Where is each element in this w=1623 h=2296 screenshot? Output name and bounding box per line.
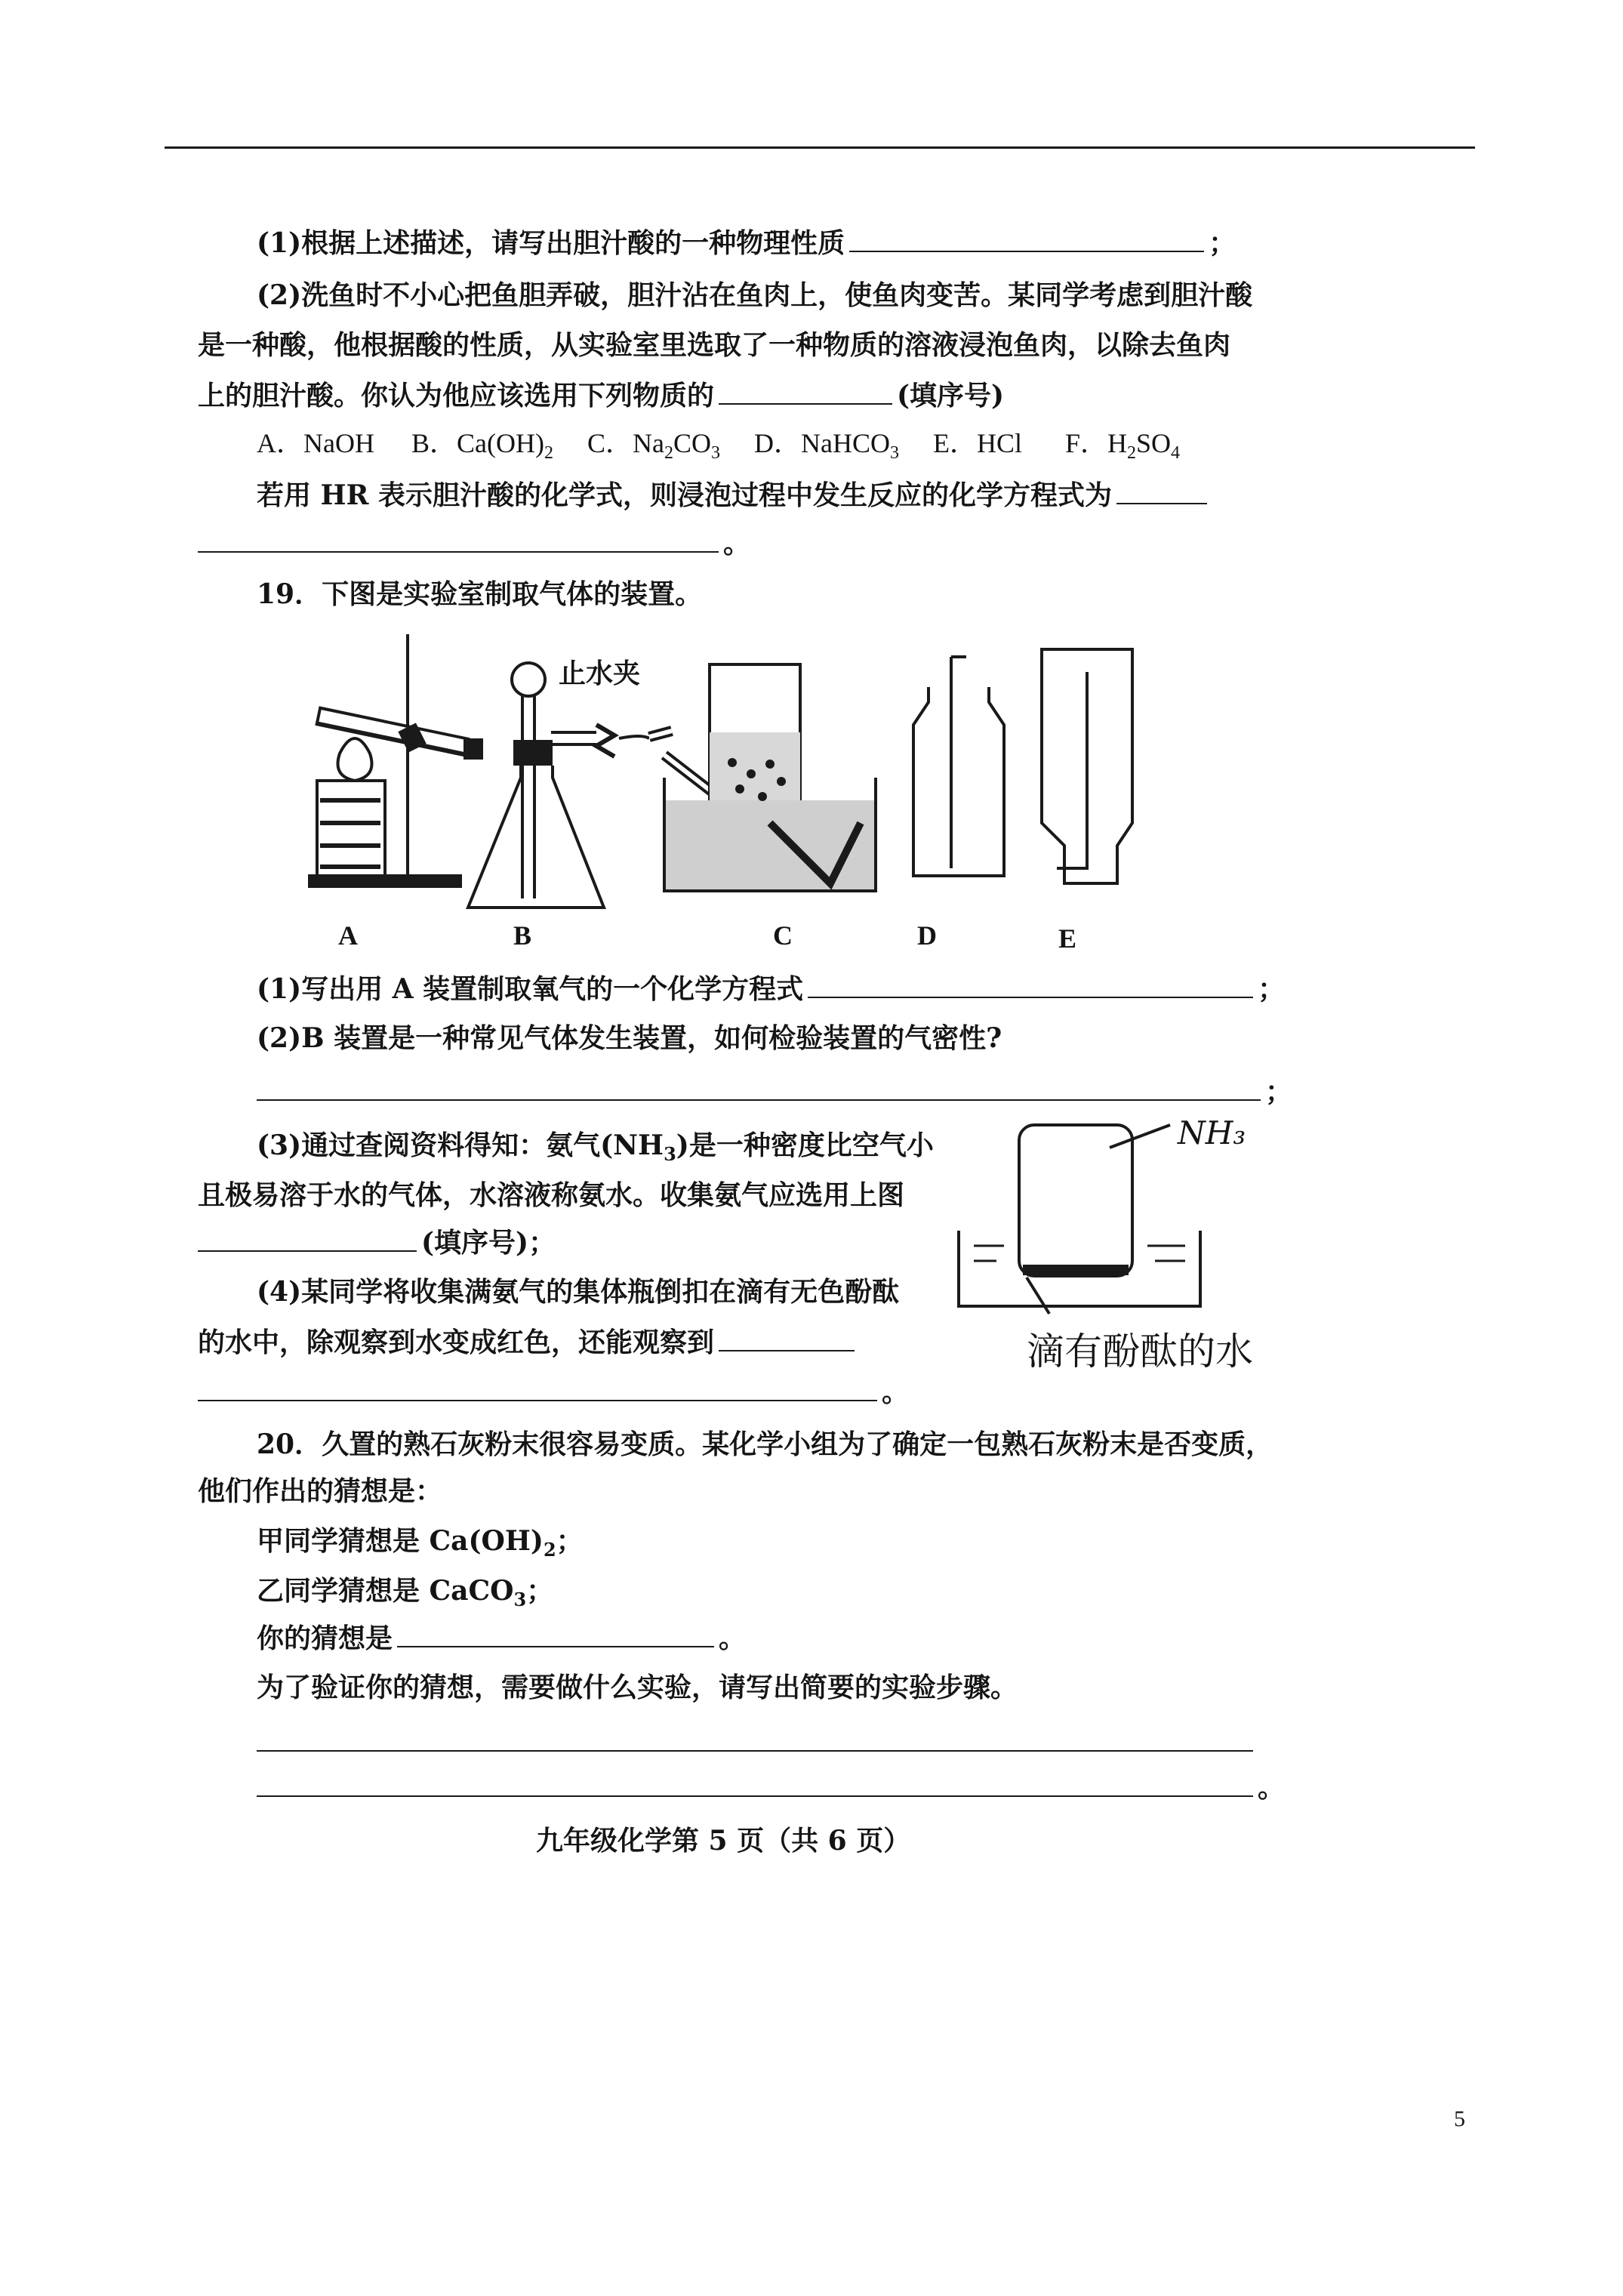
answer-line[interactable]: [257, 1750, 1253, 1752]
q20-answer-line2: 。: [257, 1768, 1285, 1807]
q19-part1: (1)写出用 A 装置制取氧气的一个化学方程式 ；: [257, 969, 1285, 1008]
answer-blank[interactable]: [257, 1072, 1261, 1101]
apparatus-figure: [287, 627, 1313, 929]
q20-you: 你的猜想是 。: [257, 1619, 746, 1657]
label-e: E: [1058, 923, 1077, 954]
answer-blank[interactable]: [849, 223, 1204, 252]
q20-line2: 他们作出的猜想是：: [198, 1475, 443, 1507]
q19-part2-answer: ；: [257, 1072, 1292, 1111]
q19-part3-line1: (3)通过查阅资料得知：氨气$(NH_3)$是一种密度比空气小: [257, 1130, 934, 1166]
q18-part2-line1: (2)洗鱼时不小心把鱼胆弄破，胆汁沾在鱼肉上，使鱼肉变苦。某同学考虑到胆汁酸: [257, 279, 1253, 311]
q18-equation-line: 。: [198, 524, 750, 562]
answer-blank[interactable]: [198, 1223, 417, 1252]
q18-equation-prompt: 若用 HR 表示胆汁酸的化学式，则浸泡过程中发生反应的化学方程式为: [257, 476, 1212, 514]
q19-part2: (2)B 装置是一种常见气体发生装置，如何检验装置的气密性?: [257, 1022, 1002, 1054]
label-b: B: [513, 920, 532, 951]
q19-part4-line2: 的水中，除观察到水变成红色，还能观察到: [198, 1323, 859, 1361]
apparatus-c: [664, 664, 876, 891]
answer-blank[interactable]: [198, 524, 719, 553]
page-number: 5: [1454, 2106, 1465, 2131]
q20-yi: 乙同学猜想是 CaCO$_3$；: [257, 1575, 554, 1611]
q18-options: [257, 424, 1180, 472]
answer-blank[interactable]: [719, 1323, 855, 1351]
label-d: D: [917, 920, 937, 951]
answer-blank[interactable]: [719, 376, 892, 405]
q19-part3-line2: 且极易溶于水的气体，水溶液称氨水。收集氨气应选用上图: [198, 1179, 905, 1211]
answer-blank[interactable]: [808, 969, 1253, 998]
option-e: E．HCl: [932, 428, 1022, 458]
q18-part1: (1)根据上述描述，请写出胆汁酸的一种物理性质 ；: [257, 223, 1236, 262]
option-f: F．$H_2SO_4$: [1064, 428, 1181, 464]
answer-blank[interactable]: [198, 1373, 877, 1401]
q20-jia: 甲同学猜想是 $Ca(OH)_2$；: [257, 1525, 584, 1561]
nh3-label: NH₃: [1178, 1114, 1246, 1151]
header-rule: [165, 146, 1475, 149]
option-a: A．NaOH: [257, 428, 374, 458]
option-b: B．$Ca(OH)_2$: [411, 428, 553, 464]
q20-line1: 20．久置的熟石灰粉末很容易变质。某化学小组为了确定一包熟石灰粉末是否变质，: [257, 1428, 1273, 1460]
option-d: D．NaHCO$_3$: [753, 428, 899, 464]
q18-part2-line3: 上的胆汁酸。你认为他应该选用下列物质的 (填序号): [198, 376, 1004, 415]
q19-title: 19．下图是实验室制取气体的装置。: [257, 578, 703, 610]
apparatus-d: [913, 657, 1004, 876]
page-footer: 九年级化学第 5 页（共 6 页）: [536, 1825, 911, 1857]
q19-part3-line3: (填序号)；: [198, 1223, 556, 1262]
apparatus-e: [1042, 649, 1132, 883]
q20-verify: 为了验证你的猜想，需要做什么实验，请写出简要的实验步骤。: [257, 1672, 1018, 1703]
clamp-label: 止水夹: [559, 658, 641, 689]
answer-blank[interactable]: [257, 1768, 1253, 1797]
phenolphthalein-water-label: 滴有酚酞的水: [1027, 1330, 1253, 1373]
apparatus-a: [310, 634, 482, 886]
q19-part4-line3: 。: [198, 1373, 909, 1411]
option-c: C．$Na_2CO_3$: [587, 428, 720, 464]
label-c: C: [773, 920, 793, 951]
apparatus-b: [468, 663, 672, 908]
q18-part2-line2: 是一种酸，他根据酸的性质，从实验室里选取了一种物质的溶液浸泡鱼肉，以除去鱼肉: [198, 329, 1231, 361]
label-a: A: [338, 920, 358, 951]
answer-blank[interactable]: [1116, 476, 1207, 504]
answer-blank[interactable]: [397, 1619, 714, 1647]
q19-part4-line1: (4)某同学将收集满氨气的集体瓶倒扣在滴有无色酚酞: [257, 1276, 900, 1308]
